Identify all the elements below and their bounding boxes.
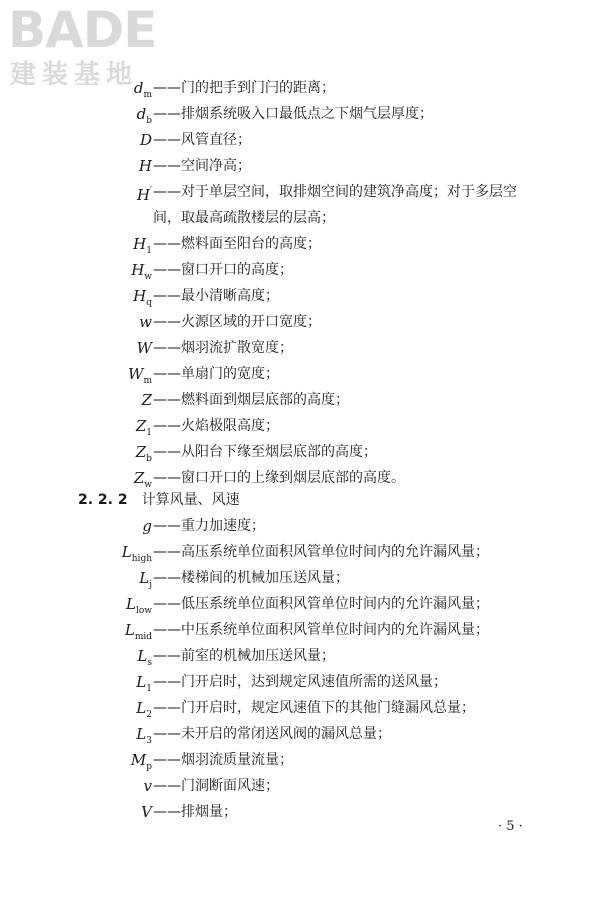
- symbol-row: [0, 617, 600, 643]
- symbol-description: ——未开启的常闭送风阀的漏风总量；: [153, 726, 391, 742]
- symbol-base: H: [133, 235, 147, 253]
- symbol-base: L: [136, 673, 147, 691]
- symbol-subscript: j: [149, 580, 152, 590]
- symbol-row: [0, 539, 600, 565]
- symbol-row-continuation: [0, 205, 600, 231]
- symbol: [139, 309, 152, 335]
- symbol-subscript: 2: [146, 710, 152, 720]
- symbol-description: ——最小清晰高度；: [153, 288, 279, 304]
- symbol-description: ——火焰极限高度；: [153, 418, 279, 434]
- symbol-row: [0, 179, 600, 205]
- page-number: · 5 ·: [498, 819, 523, 834]
- symbol-row: [0, 309, 600, 335]
- symbol-description: ——前室的机械加压送风量；: [153, 648, 335, 664]
- symbol: [144, 773, 152, 799]
- symbol-description: ——门洞断面风速；: [153, 778, 279, 794]
- symbol-base: M: [130, 751, 147, 769]
- symbol-subscript: mid: [134, 632, 152, 642]
- symbol-row: [0, 153, 600, 179]
- symbol: [139, 153, 152, 179]
- symbol-description: ——中压系统单位面积风管单位时间内的允许漏风量；: [153, 622, 489, 638]
- symbol-base: H: [136, 186, 150, 204]
- symbol-base: Z: [135, 417, 147, 435]
- symbol-base: H: [138, 157, 152, 175]
- symbol-row: [0, 695, 600, 721]
- symbol-description: ——燃料面到烟层底部的高度；: [153, 392, 349, 408]
- symbol-row: [0, 335, 600, 361]
- symbol-row: [0, 591, 600, 617]
- symbol-base: D: [139, 131, 152, 149]
- symbol-row: [0, 413, 600, 439]
- symbol: [137, 335, 152, 361]
- symbol-row: [0, 565, 600, 591]
- symbol-row: [0, 127, 600, 153]
- symbol-row: [0, 231, 600, 257]
- symbol-description: ——窗口开口的上缘到烟层底部的高度。: [153, 470, 405, 486]
- symbol-base: Z: [133, 469, 145, 487]
- symbol-description: ——空间净高；: [153, 158, 251, 174]
- symbol-base: Z: [141, 391, 152, 409]
- symbol-base: W: [128, 365, 144, 383]
- symbol-base: g: [142, 517, 152, 535]
- symbol-base: L: [136, 725, 147, 743]
- logo-subtitle: 建装基地: [10, 60, 139, 90]
- symbol-base: H: [133, 287, 147, 305]
- symbol-base: W: [136, 339, 152, 357]
- symbol-row: [0, 257, 600, 283]
- symbol-subscript: 1: [146, 428, 152, 438]
- symbol-base: L: [137, 647, 148, 665]
- symbol-description: ——门开启时，达到规定风速值所需的送风量；: [153, 674, 447, 690]
- symbol-row: [0, 283, 600, 309]
- symbol-base: L: [126, 595, 136, 613]
- symbol-subscript: high: [131, 554, 152, 564]
- symbol-subscript: 1: [146, 246, 152, 256]
- symbol: [141, 799, 152, 825]
- symbol-row: [0, 75, 600, 101]
- section-title: 计算风量、风速: [141, 492, 240, 508]
- symbol-description: ——门的把手到门闩的距离；: [153, 80, 335, 96]
- symbol-row: [0, 747, 600, 773]
- symbol-subscript: m: [143, 376, 152, 386]
- symbol-base: Z: [135, 443, 147, 461]
- symbol-description: ——对于单层空间，取排烟空间的建筑净高度；对于多层空: [153, 184, 517, 200]
- symbol: [142, 513, 152, 539]
- symbol-row: [0, 721, 600, 747]
- symbol-description: ——风管直径；: [153, 132, 251, 148]
- section-heading: [78, 487, 240, 513]
- symbol-row: [0, 387, 600, 413]
- symbol-base: w: [139, 313, 152, 331]
- symbol-subscript: 3: [146, 736, 152, 746]
- symbol-row: [0, 361, 600, 387]
- symbol-description: ——重力加速度；: [153, 518, 265, 534]
- symbol-subscript: m: [143, 90, 152, 100]
- symbol-description: ——低压系统单位面积风管单位时间内的允许漏风量；: [153, 596, 489, 612]
- symbol-subscript: w: [144, 272, 152, 282]
- symbol-subscript: 1: [146, 684, 152, 694]
- symbol-subscript: p: [146, 762, 152, 772]
- logo-wordmark: BADE: [8, 1, 157, 59]
- symbol-description: ——从阳台下缘至烟层底部的高度；: [153, 444, 377, 460]
- symbol-description: ——烟羽流扩散宽度；: [153, 340, 293, 356]
- symbol-description: ——排烟量；: [153, 804, 237, 820]
- symbol-description: ——楼梯间的机械加压送风量；: [153, 570, 349, 586]
- symbol-description: ——单扇门的宽度；: [153, 366, 279, 382]
- section-number: 2. 2. 2: [78, 492, 128, 508]
- symbol-superscript: ′: [149, 186, 152, 196]
- symbol-description: ——排烟系统吸入口最低点之下烟气层厚度；: [153, 106, 433, 122]
- symbol-base: L: [139, 569, 150, 587]
- symbol-base: v: [143, 777, 152, 795]
- symbol-base: d: [133, 79, 144, 97]
- symbol-base: L: [136, 699, 147, 717]
- symbol-row: [0, 439, 600, 465]
- symbol-row: [0, 513, 600, 539]
- symbol-subscript: b: [146, 454, 152, 464]
- symbol-description: ——烟羽流质量流量；: [153, 752, 293, 768]
- symbol-row: [0, 101, 600, 127]
- symbol-description: ——燃料面至阳台的高度；: [153, 236, 321, 252]
- symbol-base: L: [124, 621, 135, 639]
- symbol-subscript: w: [144, 480, 152, 490]
- symbol-description: ——火源区域的开口宽度；: [153, 314, 321, 330]
- symbol-row: [0, 669, 600, 695]
- symbol-subscript: b: [146, 116, 152, 126]
- symbol-subscript: q: [146, 298, 152, 308]
- symbol-description-continued: 间，取最高疏散楼层的层高；: [153, 210, 335, 226]
- symbol: [140, 127, 152, 153]
- symbol-base: L: [121, 543, 132, 561]
- symbol-base: H: [131, 261, 145, 279]
- symbol-row: [0, 773, 600, 799]
- symbol-description: ——门开启时，规定风速值下的其他门缝漏风总量；: [153, 700, 475, 716]
- symbol-row: [0, 643, 600, 669]
- symbol-description: ——窗口开口的高度；: [153, 262, 293, 278]
- symbol-subscript: low: [135, 606, 152, 616]
- symbol-subscript: s: [147, 658, 152, 668]
- symbol-description: ——高压系统单位面积风管单位时间内的允许漏风量；: [153, 544, 489, 560]
- symbol: [137, 179, 152, 208]
- symbol: [142, 387, 152, 413]
- symbol-base: d: [136, 105, 147, 123]
- symbol-base: V: [141, 803, 152, 821]
